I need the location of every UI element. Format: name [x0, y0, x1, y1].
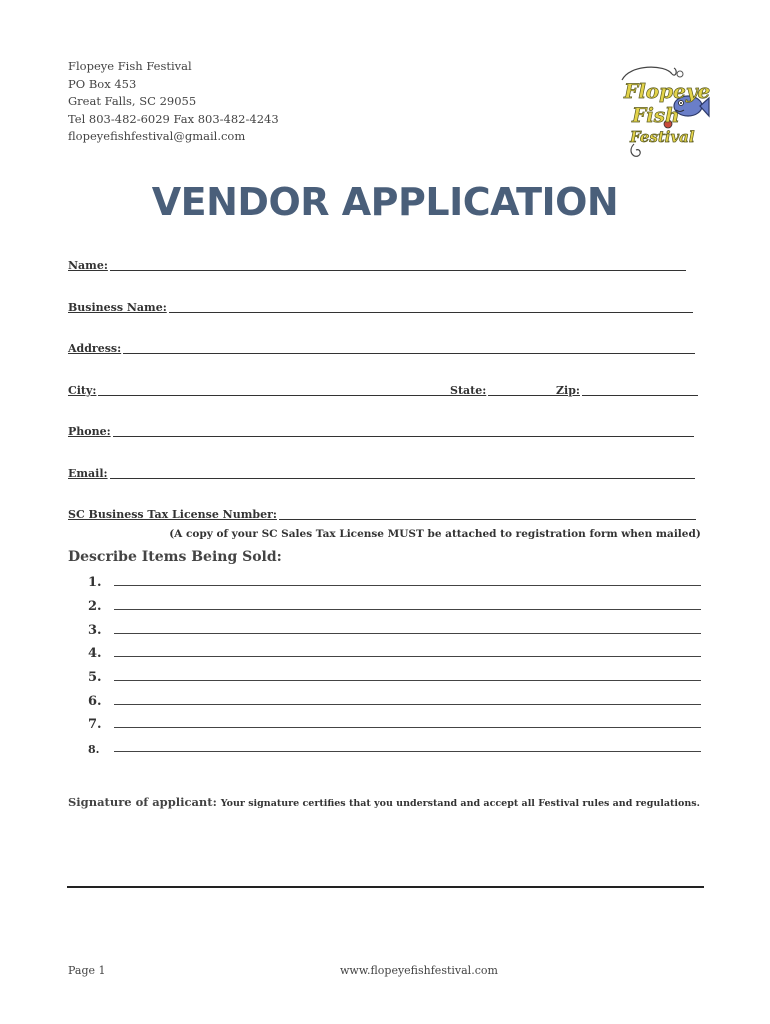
- state-field[interactable]: [450, 383, 556, 397]
- address-input-line[interactable]: [123, 342, 695, 354]
- item-row[interactable]: [88, 693, 701, 709]
- item-input-line[interactable]: [114, 623, 701, 634]
- license-note-text: (A copy of your SC Sales Tax License MUST be attached to registration form when mailed): [169, 528, 701, 540]
- item-input-line[interactable]: [114, 717, 701, 728]
- business-name-label: Business Name:: [68, 301, 167, 314]
- state-input-line[interactable]: [488, 384, 556, 396]
- item-row[interactable]: [88, 645, 701, 661]
- item-input-line[interactable]: [114, 646, 701, 657]
- item-number: 8.: [88, 743, 100, 756]
- item-number: 3.: [88, 623, 102, 638]
- svg-text:Flopeye: Flopeye: [624, 79, 710, 103]
- tax-license-label: SC Business Tax License Number:: [68, 508, 277, 521]
- item-row[interactable]: [88, 598, 701, 614]
- license-note: [0, 528, 770, 540]
- city-input-line[interactable]: [98, 384, 450, 396]
- item-row[interactable]: [88, 622, 701, 638]
- fish-festival-logo: [610, 62, 710, 166]
- item-number: 7.: [88, 717, 102, 732]
- item-row[interactable]: [88, 740, 701, 756]
- item-number: 4.: [88, 646, 102, 661]
- email-input-line[interactable]: [110, 467, 695, 479]
- item-row[interactable]: [88, 669, 701, 685]
- state-label: State:: [450, 384, 487, 397]
- item-row[interactable]: [88, 574, 701, 590]
- item-input-line[interactable]: [114, 741, 701, 752]
- svg-text:Festival: Festival: [630, 128, 695, 146]
- phone-field[interactable]: [68, 424, 694, 438]
- organization-address-block: [68, 58, 279, 146]
- footer-website: www.flopeyefishfestival.com: [340, 964, 498, 977]
- phone-label: Phone:: [68, 425, 111, 438]
- zip-input-line[interactable]: [582, 384, 698, 396]
- item-input-line[interactable]: [114, 670, 701, 681]
- item-input-line[interactable]: [114, 599, 701, 610]
- tax-license-field[interactable]: [68, 507, 696, 521]
- org-po-box: PO Box 453: [68, 76, 137, 91]
- signature-text: Your signature certifies that you understand and accept all Festival rules and regulations.: [220, 798, 700, 809]
- item-number: 2.: [88, 599, 102, 614]
- city-label: City:: [68, 384, 97, 397]
- name-field[interactable]: [68, 258, 686, 272]
- email-field[interactable]: [68, 466, 695, 480]
- page-title: VENDOR APPLICATION: [151, 180, 619, 224]
- business-name-input-line[interactable]: [169, 301, 693, 313]
- item-input-line[interactable]: [114, 575, 701, 586]
- item-row[interactable]: [88, 716, 701, 732]
- name-input-line[interactable]: [110, 259, 686, 271]
- signature-label: Signature of applicant:: [68, 795, 217, 809]
- zip-field[interactable]: [556, 383, 698, 397]
- item-input-line[interactable]: [114, 694, 701, 705]
- item-number: 1.: [88, 575, 102, 590]
- org-phone-line: Tel 803-482-6029 Fax 803-482-4243: [68, 111, 279, 126]
- item-number: 5.: [88, 670, 102, 685]
- signature-line[interactable]: [67, 886, 704, 888]
- business-name-field[interactable]: [68, 300, 693, 314]
- phone-input-line[interactable]: [113, 425, 694, 437]
- city-field[interactable]: [68, 383, 450, 397]
- address-field[interactable]: [68, 341, 695, 355]
- svg-text:Fish: Fish: [632, 103, 680, 127]
- org-city-line: Great Falls, SC 29055: [68, 94, 197, 109]
- signature-statement: [68, 795, 700, 809]
- item-number: 6.: [88, 694, 102, 709]
- page-number: Page 1: [68, 964, 106, 977]
- zip-label: Zip:: [556, 384, 580, 397]
- name-label: Name:: [68, 259, 108, 272]
- tax-license-input-line[interactable]: [279, 508, 696, 520]
- org-email: flopeyefishfestival@gmail.com: [68, 129, 246, 144]
- address-label: Address:: [68, 342, 122, 355]
- items-heading: Describe Items Being Sold:: [68, 549, 282, 565]
- org-name: Flopeye Fish Festival: [68, 59, 192, 73]
- email-label: Email:: [68, 467, 108, 480]
